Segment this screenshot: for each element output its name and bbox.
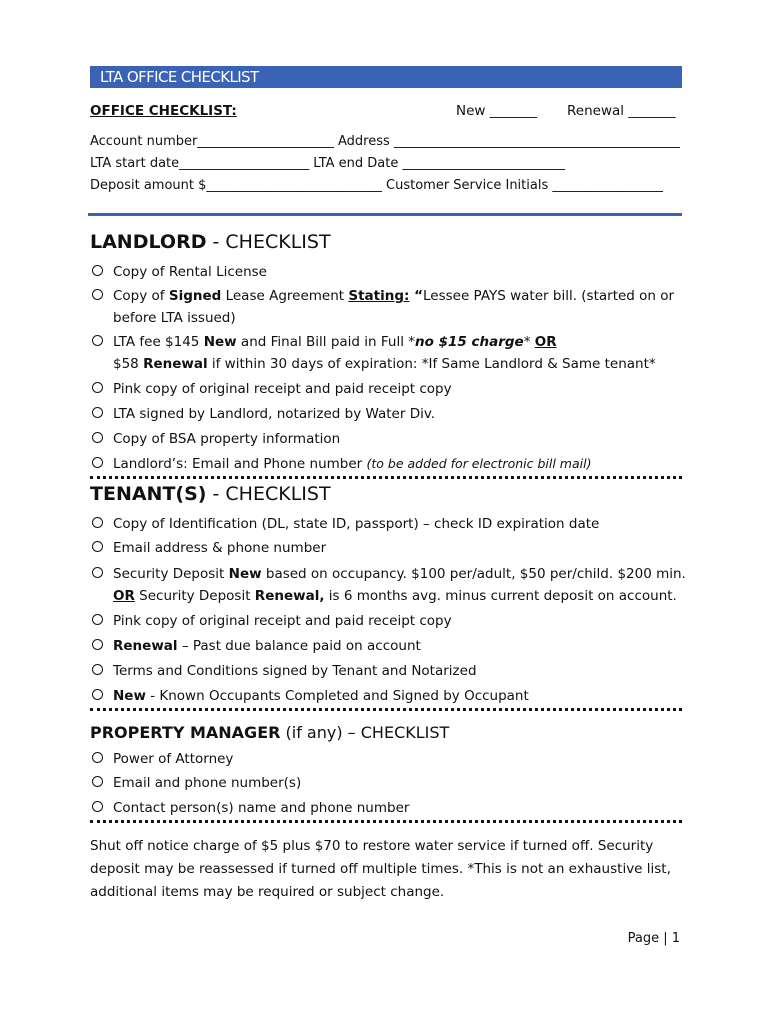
page-number: Page | 1 <box>627 931 680 946</box>
section-divider <box>88 213 682 216</box>
landlord-item-pink-copy[interactable]: Pink copy of original receipt and paid receipt copy <box>92 378 452 400</box>
dotted-divider <box>90 476 682 479</box>
checkbox-circle-icon[interactable] <box>92 801 103 812</box>
checkbox-circle-icon[interactable] <box>92 517 103 528</box>
shutoff-note: Shut off notice charge of $5 plus $70 to restore water service if turned off. Security deposit may be reassessed if turned off multiple times. *This is not an exhaustive list, additional items may be required or subject change. <box>90 838 671 900</box>
landlord-item-lease-agreement[interactable]: Copy of Signed Lease Agreement Stating: “Lessee PAYS water bill. (started on or <box>92 285 674 307</box>
dotted-divider <box>90 820 682 823</box>
pm-item-power-of-attorney[interactable]: Power of Attorney <box>92 748 233 770</box>
landlord-item-contact[interactable]: Landlord’s: Email and Phone number (to be added for electronic bill mail) <box>92 453 591 475</box>
landlord-item-lease-cont: before LTA issued) <box>113 310 236 326</box>
checkbox-circle-icon[interactable] <box>92 382 103 393</box>
deposit-initials-line[interactable]: Deposit amount $___________________________ Customer Service Initials _________________ <box>90 178 663 193</box>
tenant-item-email[interactable]: Email address & phone number <box>92 537 326 559</box>
tenant-item-security-cont: OR Security Deposit Renewal, is 6 months avg. minus current deposit on account. <box>113 588 677 604</box>
new-field[interactable]: New _______ <box>456 103 537 119</box>
tenant-item-pink-copy[interactable]: Pink copy of original receipt and paid receipt copy <box>92 610 452 632</box>
pm-item-contact-person[interactable]: Contact person(s) name and phone number <box>92 797 409 819</box>
landlord-item-bsa[interactable]: Copy of BSA property information <box>92 428 340 450</box>
landlord-item-rental-license[interactable]: Copy of Rental License <box>92 261 267 283</box>
dotted-divider <box>90 708 682 711</box>
landlord-item-lta-signed[interactable]: LTA signed by Landlord, notarized by Water Div. <box>92 403 435 425</box>
tenant-item-occupants[interactable]: New - Known Occupants Completed and Signed by Occupant <box>92 685 529 707</box>
lta-dates-line[interactable]: LTA start date____________________ LTA end Date _________________________ <box>90 156 566 171</box>
checkbox-circle-icon[interactable] <box>92 541 103 552</box>
checkbox-circle-icon[interactable] <box>92 407 103 418</box>
checkbox-circle-icon[interactable] <box>92 752 103 763</box>
tenant-item-renewal[interactable]: Renewal – Past due balance paid on account <box>92 635 421 657</box>
banner-title: LTA OFFICE CHECKLIST <box>100 68 259 86</box>
property-manager-heading: PROPERTY MANAGER (if any) – CHECKLIST <box>90 723 450 742</box>
checkbox-circle-icon[interactable] <box>92 457 103 468</box>
tenant-item-identification[interactable]: Copy of Identification (DL, state ID, passport) – check ID expiration date <box>92 513 599 535</box>
checkbox-circle-icon[interactable] <box>92 432 103 443</box>
checkbox-circle-icon[interactable] <box>92 689 103 700</box>
tenant-item-terms[interactable]: Terms and Conditions signed by Tenant and Notarized <box>92 660 477 682</box>
checkbox-circle-icon[interactable] <box>92 567 103 578</box>
office-checklist-heading: OFFICE CHECKLIST: <box>90 103 237 119</box>
checkbox-circle-icon[interactable] <box>92 639 103 650</box>
account-address-line[interactable]: Account number_____________________ Address ____________________________________________ <box>90 134 680 149</box>
checkbox-circle-icon[interactable] <box>92 664 103 675</box>
checkbox-circle-icon[interactable] <box>92 289 103 300</box>
checkbox-circle-icon[interactable] <box>92 776 103 787</box>
checkbox-circle-icon[interactable] <box>92 614 103 625</box>
pm-item-email-phone[interactable]: Email and phone number(s) <box>92 772 301 794</box>
checkbox-circle-icon[interactable] <box>92 265 103 276</box>
landlord-item-lta-fee[interactable]: LTA fee $145 New and Final Bill paid in Full *no $15 charge* OR <box>92 331 557 353</box>
renewal-field[interactable]: Renewal _______ <box>567 103 676 119</box>
checkbox-circle-icon[interactable] <box>92 335 103 346</box>
landlord-item-lta-fee-cont: $58 Renewal if within 30 days of expiration: *If Same Landlord & Same tenant* <box>113 356 656 372</box>
landlord-heading: LANDLORD - CHECKLIST <box>90 231 331 253</box>
tenant-item-security-deposit[interactable]: Security Deposit New based on occupancy. $100 per/adult, $50 per/child. $200 min. <box>92 563 686 585</box>
checklist-banner <box>90 66 682 88</box>
tenant-heading: TENANT(S) - CHECKLIST <box>90 483 331 505</box>
